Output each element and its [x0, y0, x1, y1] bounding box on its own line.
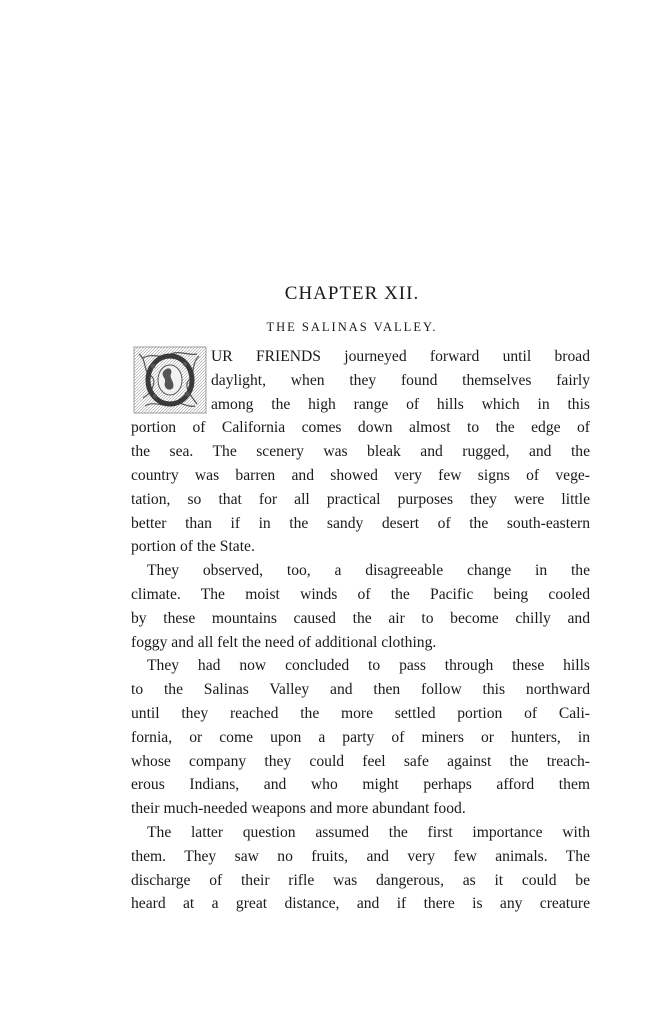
text-line: fornia, or come upon a party of miners or hunters, in — [131, 728, 590, 746]
chapter-subtitle: THE SALINAS VALLEY. — [266, 320, 438, 334]
text-line: them. They saw no fruits, and very few animals. The — [131, 847, 590, 865]
text-line: whose company they could feel safe against the treach- — [131, 752, 590, 770]
text-line: foggy and all felt the need of additional clothing. — [131, 633, 437, 651]
text-line: The latter question assumed the first importance with — [147, 823, 590, 841]
text-line: country was barren and showed very few signs of vege- — [131, 466, 590, 484]
text-line: among the high range of hills which in this — [211, 395, 590, 413]
text-line: better than if in the sandy desert of the south-eastern — [131, 514, 590, 532]
text-line: They observed, too, a disagreeable change in the — [147, 562, 590, 580]
text-line: climate. The moist winds of the Pacific being cooled — [131, 585, 590, 603]
text-line: by these mountains caused the air to become chilly and — [131, 609, 590, 627]
text-line: erous Indians, and who might perhaps afford them — [131, 776, 590, 794]
text-line: portion of California comes down almost to the edge of — [131, 419, 590, 437]
text-line: discharge of their rifle was dangerous, as it could be — [131, 871, 590, 889]
text-line: They had now concluded to pass through these hills — [147, 657, 590, 675]
text-line: the sea. The scenery was bleak and rugged, and the — [131, 443, 590, 461]
chapter-title: CHAPTER XII. — [284, 283, 420, 304]
text-line: until they reached the more settled portion of Cali- — [131, 704, 590, 722]
text-line: daylight, when they found themselves fairly — [211, 371, 590, 389]
text-line: tation, so that for all practical purposes they were little — [131, 490, 590, 508]
text-line: portion of the State. — [131, 538, 255, 556]
text-line: heard at a great distance, and if there is any creature — [131, 895, 590, 913]
text-line: to the Salinas Valley and then follow this northward — [131, 681, 590, 699]
body-text — [131, 345, 590, 916]
text-line: their much-needed weapons and more abundant food. — [131, 800, 466, 818]
text-line: UR FRIENDS journeyed forward until broad — [211, 348, 590, 365]
